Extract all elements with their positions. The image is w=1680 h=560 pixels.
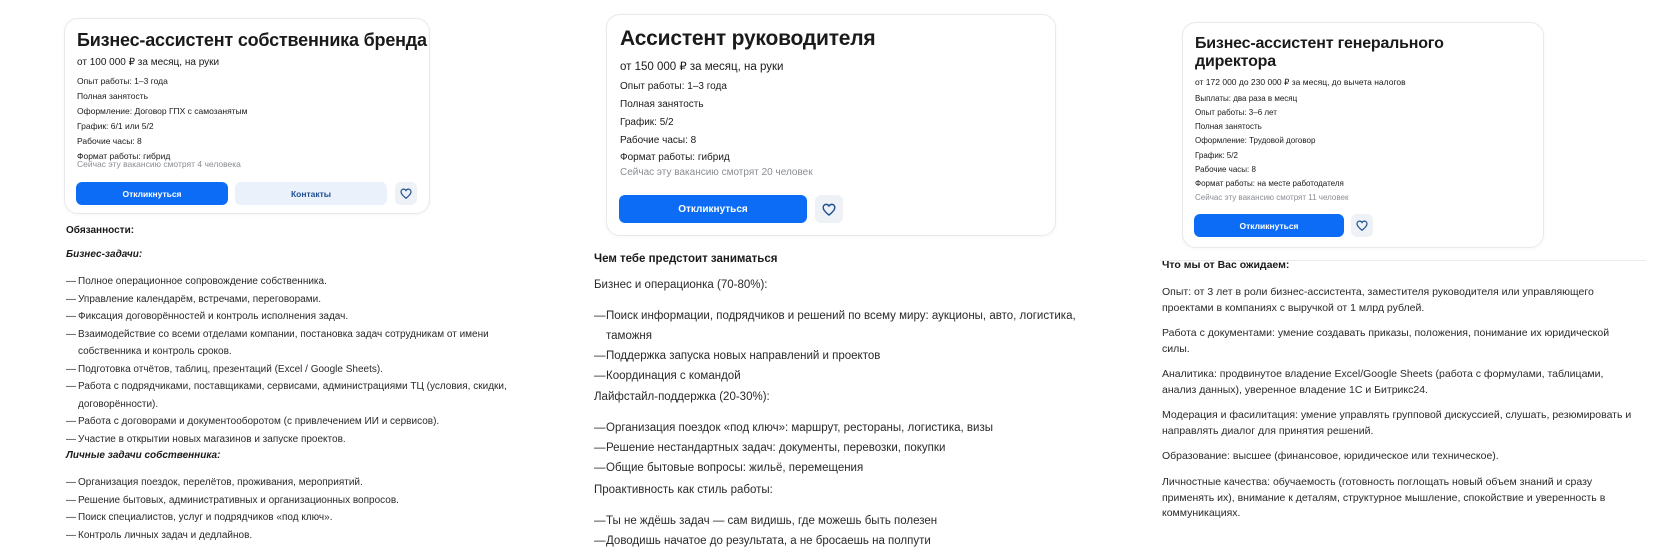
favorite-button[interactable] xyxy=(815,195,843,223)
section-business-heading: Бизнес и операционка (70-80%): xyxy=(594,279,768,291)
vacancy-employment: Полная занятость xyxy=(1195,122,1262,131)
vacancy-card-ceo-business-assistant xyxy=(1182,22,1544,248)
list-item: — Работа с договорами и документооборотом (с привлечением ИИ и сервисов). xyxy=(66,413,536,431)
requirement-education: Образование: высшее (финансовое, юридическое или техническое). xyxy=(1162,450,1499,462)
vacancy-schedule: График: 5/2 xyxy=(1195,151,1238,160)
business-tasks-heading: Бизнес-задачи: xyxy=(66,249,143,260)
vacancy-viewers: Сейчас эту вакансию смотрят 11 человек xyxy=(1195,193,1349,202)
requirement-personal-qualities: Личностные качества: обучаемость (готовность поглощать новый объем знаний и сразу применять их), внимание к деталям, структурное мышление, спокойствие и уверенность в коммуникациях. xyxy=(1162,476,1606,519)
vacancy-card-executive-assistant xyxy=(606,14,1056,236)
requirement-analytics: Аналитика: продвинутое владение Excel/Google Sheets (работа с формулами, таблицами, анализ данных), уверенное владение 1С и Битрикс24. xyxy=(1162,368,1604,396)
vacancy-viewers: Сейчас эту вакансию смотрят 20 человек xyxy=(620,167,813,178)
list-item: — Работа с подрядчиками, поставщиками, сервисами, администрациями ТЦ (условия, скидки, договорённости). xyxy=(66,378,536,413)
vacancy-title[interactable]: Бизнес-ассистент собственника бренда xyxy=(77,30,427,50)
list-item: — Решение нестандартных задач: документы, перевозки, покупки xyxy=(594,438,1104,458)
vacancy-title[interactable]: Бизнес-ассистент генерального директора xyxy=(1195,35,1444,70)
business-tasks-list xyxy=(66,273,536,448)
lifestyle-list xyxy=(594,418,1104,478)
vacancy-work-format: Формат работы: гибрид xyxy=(620,152,730,163)
vacancy-contract: Оформление: Трудовой договор xyxy=(1195,136,1316,145)
vacancy-card-brand-owner-assistant xyxy=(64,18,430,214)
duties-heading: Обязанности: xyxy=(66,225,135,236)
requirement-moderation: Модерация и фасилитация: умение управлять групповой дискуссией, слушать, резюмировать и направлять диалог для принятия решений. xyxy=(1162,409,1632,437)
apply-button[interactable]: Откликнуться xyxy=(619,195,807,223)
expectations-heading: Что мы от Вас ожидаем: xyxy=(1162,259,1290,271)
list-item: — Управление календарём, встречами, переговорами. xyxy=(66,291,536,309)
favorite-button[interactable] xyxy=(1351,214,1373,237)
vacancy-salary: от 100 000 ₽ за месяц, на руки xyxy=(77,57,220,68)
business-list xyxy=(594,306,1104,386)
list-item: — Поддержка запуска новых направлений и проектов xyxy=(594,346,1104,366)
vacancy-salary: от 150 000 ₽ за месяц, на руки xyxy=(620,61,784,73)
apply-button[interactable]: Откликнуться xyxy=(76,182,228,205)
list-item: — Взаимодействие со всеми отделами компании, постановка задач сотрудникам от имени собственника и контроль сроков. xyxy=(66,326,536,361)
list-item: — Контроль личных задач и дедлайнов. xyxy=(66,527,536,545)
apply-button[interactable]: Откликнуться xyxy=(1194,214,1344,237)
list-item: — Поиск специалистов, услуг и подрядчиков «под ключ». xyxy=(66,509,536,527)
vacancy-employment: Полная занятость xyxy=(77,91,149,101)
vacancy-work-format: Формат работы: гибрид xyxy=(77,151,171,161)
list-item: — Решение бытовых, административных и организационных вопросов. xyxy=(66,492,536,510)
list-item: — Общие бытовые вопросы: жильё, перемещения xyxy=(594,458,1104,478)
vacancy-schedule: График: 6/1 или 5/2 xyxy=(77,121,154,131)
vacancy-employment: Полная занятость xyxy=(620,99,704,110)
list-item: — Организация поездок «под ключ»: маршрут, рестораны, логистика, визы xyxy=(594,418,1104,438)
heart-icon xyxy=(822,203,836,216)
list-item: — Организация поездок, перелётов, проживания, мероприятий. xyxy=(66,474,536,492)
vacancy-experience: Опыт работы: 1–3 года xyxy=(620,81,727,92)
heart-icon xyxy=(1356,220,1368,231)
vacancy-salary: от 172 000 до 230 000 ₽ за месяц, до вычета налогов xyxy=(1195,77,1406,87)
requirement-documents: Работа с документами: умение создавать приказы, положения, понимание их юридической силы. xyxy=(1162,327,1610,355)
requirement-experience: Опыт: от 3 лет в роли бизнес-ассистента, заместителя руководителя или управляющего проектами в компаниях с выручкой от 1 млрд рублей. xyxy=(1162,286,1594,314)
vacancy-payments: Выплаты: два раза в месяц xyxy=(1195,94,1298,103)
vacancy-title[interactable]: Ассистент руководителя xyxy=(620,27,876,50)
vacancy-experience: Опыт работы: 1–3 года xyxy=(77,76,168,86)
vacancy-work-format: Формат работы: на месте работодателя xyxy=(1195,179,1344,188)
section-proactivity-heading: Проактивность как стиль работы: xyxy=(594,484,773,496)
list-item: — Координация с командой xyxy=(594,366,1104,386)
vacancy-contract: Оформление: Договор ГПХ с самозанятым xyxy=(77,106,248,116)
list-item: — Подготовка отчётов, таблиц, презентаций (Excel / Google Sheets). xyxy=(66,361,536,379)
contacts-button[interactable]: Контакты xyxy=(235,182,387,205)
vacancy-hours: Рабочие часы: 8 xyxy=(77,136,142,146)
list-item: — Доводишь начатое до результата, а не бросаешь на полпути xyxy=(594,531,1104,551)
list-item: — Участие в открытии новых магазинов и запуске проектов. xyxy=(66,431,536,449)
favorite-button[interactable] xyxy=(395,182,417,205)
vacancy-schedule: График: 5/2 xyxy=(620,117,674,128)
list-item: — Фиксация договорённостей и контроль исполнения задач. xyxy=(66,308,536,326)
heart-icon xyxy=(400,188,412,199)
section-lifestyle-heading: Лайфстайл-поддержка (20-30%): xyxy=(594,391,770,403)
vacancy-hours: Рабочие часы: 8 xyxy=(1195,165,1256,174)
list-item: — Поиск информации, подрядчиков и решений по всему миру: аукционы, авто, логистика, таможня xyxy=(594,306,1104,346)
personal-tasks-list xyxy=(66,474,536,544)
vacancy-viewers: Сейчас эту вакансию смотрят 4 человека xyxy=(77,159,241,169)
proactivity-list xyxy=(594,511,1104,551)
personal-tasks-heading: Личные задачи собственника: xyxy=(66,450,221,461)
vacancy-experience: Опыт работы: 3–6 лет xyxy=(1195,108,1277,117)
list-item: — Полное операционное сопровождение собственника. xyxy=(66,273,536,291)
responsibilities-heading: Чем тебе предстоит заниматься xyxy=(594,253,778,265)
list-item: — Ты не ждёшь задач — сам видишь, где можешь быть полезен xyxy=(594,511,1104,531)
vacancy-hours: Рабочие часы: 8 xyxy=(620,135,697,146)
